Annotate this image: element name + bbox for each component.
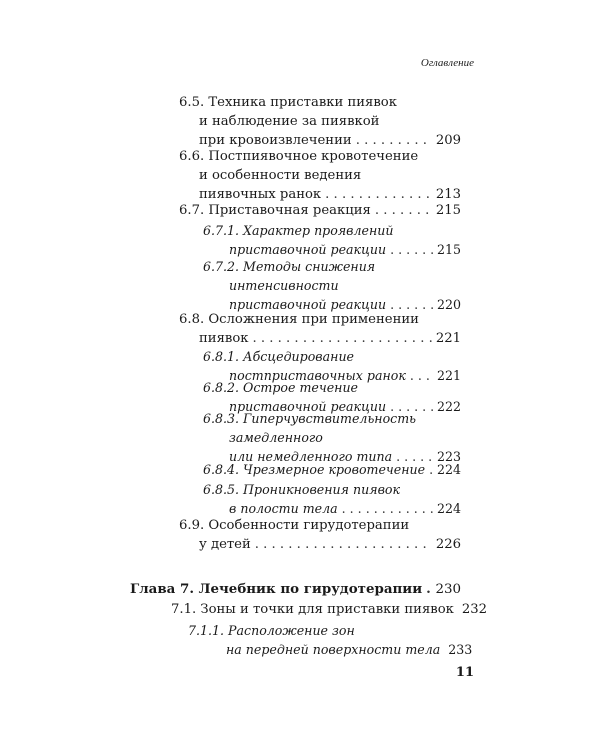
toc-entry-line: пиявок (199, 331, 249, 346)
toc-entry-line: 6.7.2. Методы снижения (203, 259, 376, 274)
toc-page-number: 226 (435, 537, 461, 552)
toc-entry-line: у детей (199, 537, 251, 552)
toc-page-number: 222 (436, 399, 461, 414)
toc-page-number: 213 (435, 187, 461, 202)
toc-page-number: 230 (435, 582, 461, 597)
leader-dots (429, 460, 433, 479)
toc-entry-line: интенсивности (229, 278, 339, 293)
toc-entry-6-7-1[interactable] (203, 221, 461, 259)
toc-entry-line: 6.8.2. Острое течение (203, 380, 359, 395)
toc-entry-line: 6.8. Осложнения при применении (179, 312, 419, 327)
toc-entry-line: 6.7. Приставочная реакция (179, 203, 371, 218)
toc-entry-line: при кровоизвлечении (199, 133, 352, 148)
toc-page-number: 223 (436, 449, 461, 464)
toc-page-number: 220 (436, 297, 461, 312)
leader-dots (255, 535, 432, 554)
toc-entry-6-7[interactable] (179, 201, 461, 220)
toc-entry-line: 7.1.1. Расположение зон (188, 623, 355, 638)
leader-dots (375, 201, 432, 220)
toc-entry-line: постприставочных ранок (229, 368, 406, 383)
toc-page-number: 233 (448, 642, 473, 657)
toc-entry-6-8-4[interactable] (203, 460, 461, 479)
leader-dots (253, 329, 432, 348)
toc-entry-6-6[interactable] (179, 147, 461, 204)
toc-entry-7-1[interactable] (171, 600, 488, 619)
leader-dots (426, 580, 431, 599)
toc-entry-line: Глава 7. Лечебник по гирудотерапии (130, 581, 423, 597)
toc-entry-line: 6.8.1. Абсцедирование (203, 349, 355, 364)
toc-page-number: 232 (461, 602, 488, 617)
toc-entry-line: замедленного (229, 430, 323, 445)
toc-entry-chapter-7[interactable] (130, 580, 461, 599)
toc-page-number: 215 (436, 242, 461, 257)
toc-entry-6-9[interactable] (179, 516, 461, 554)
toc-entry-line: пиявочных ранок (199, 187, 322, 202)
toc-entry-line: 6.8.4. Чрезмерное кровотечение (203, 462, 426, 477)
toc-entry-6-8-3[interactable] (203, 409, 461, 466)
toc-entry-line: приставочной реакции (229, 399, 387, 414)
toc-entry-line: 6.6. Постпиявочное кровотечение (179, 149, 419, 164)
toc-page-number: 221 (435, 331, 461, 346)
toc-entry-line: и наблюдение за пиявкой (199, 114, 380, 129)
page-number: 11 (455, 665, 474, 680)
toc-entry-line: 6.8.5. Проникновения пиявок (203, 482, 401, 497)
toc-page-number: 224 (436, 462, 461, 477)
toc-entry-line: приставочной реакции (229, 297, 387, 312)
toc-entry-6-7-2[interactable] (203, 257, 461, 314)
toc-page-number: 224 (436, 501, 461, 516)
toc-entry-line: в полости тела (229, 501, 338, 516)
toc-entry-line: и особенности ведения (199, 168, 362, 183)
toc-entry-7-1-1[interactable] (188, 621, 473, 659)
toc-entry-line: 6.9. Особенности гирудотерапии (179, 518, 410, 533)
toc-entry-line: или немедленного типа (229, 449, 393, 464)
toc-entry-6-5[interactable] (179, 93, 461, 150)
toc-entry-6-8[interactable] (179, 310, 461, 348)
toc-page-number: 209 (435, 133, 461, 148)
toc-entry-line: 7.1. Зоны и точки для приставки пиявок (171, 602, 454, 617)
toc-entry-line: на передней поверхности тела (226, 642, 441, 657)
toc-page-number: 215 (435, 203, 461, 218)
toc-entry-line: 6.5. Техника приставки пиявок (179, 95, 397, 110)
toc-entry-line: 6.7.1. Характер проявлений (203, 223, 394, 238)
toc-entry-6-8-5[interactable] (203, 480, 461, 518)
toc-page-number: 221 (436, 368, 461, 383)
running-header: Оглавление (420, 57, 474, 69)
toc-entry-line: 6.8.3. Гиперчувствительность (203, 411, 417, 426)
toc-entry-line: приставочной реакции (229, 242, 387, 257)
